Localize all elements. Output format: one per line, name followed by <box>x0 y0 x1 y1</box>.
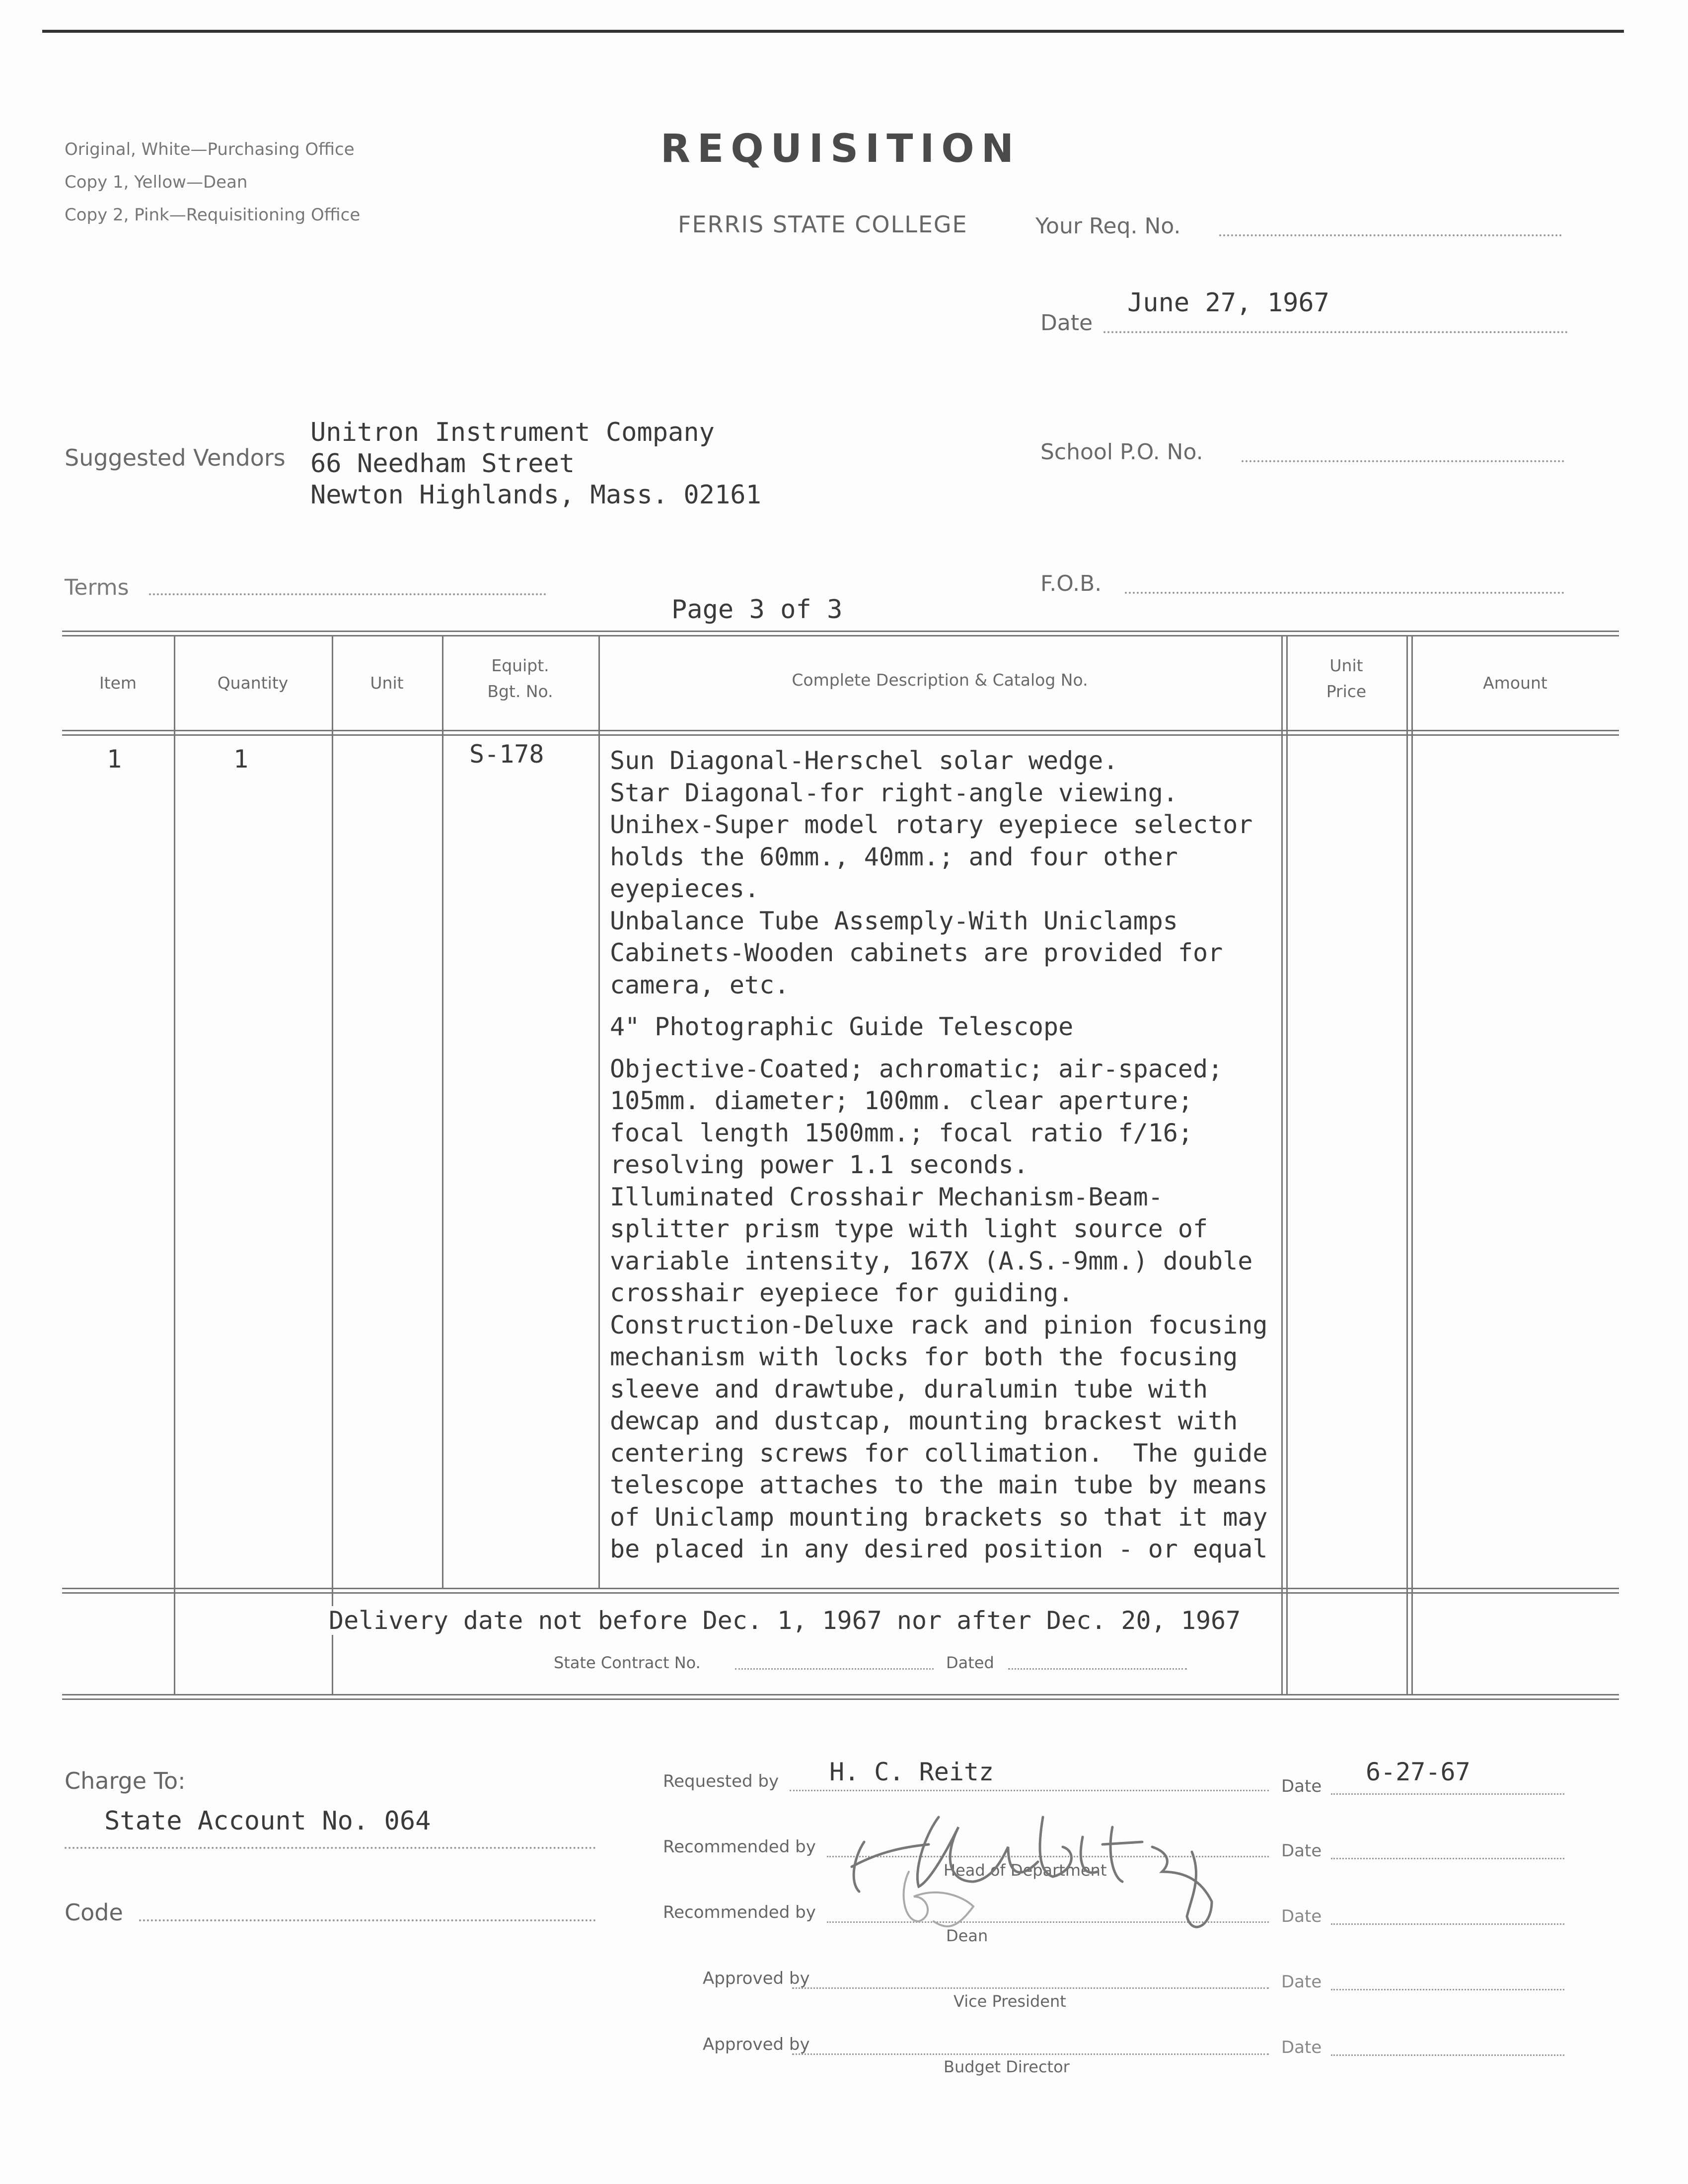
date-field <box>1331 2054 1564 2056</box>
description-line: be placed in any desired position - or equal <box>610 1535 1268 1563</box>
col-divider <box>1406 636 1408 1695</box>
date-label: Date <box>1281 1906 1322 1926</box>
requested-by-value: H. C. Reitz <box>829 1758 994 1786</box>
item-description <box>610 745 1268 1565</box>
school-po-label: School P.O. No. <box>1040 439 1203 465</box>
description-line: sleeve and drawtube, duralumin tube with <box>610 1374 1208 1404</box>
vendors-label: Suggested Vendors <box>65 444 286 471</box>
state-contract-label: State Contract No. <box>554 1653 701 1672</box>
copy-line: Copy 1, Yellow—Dean <box>65 172 248 192</box>
table-bottom-line <box>62 1694 1619 1695</box>
approved-by-label: Approved by <box>703 1969 810 1988</box>
requested-date-value: 6-27-67 <box>1366 1758 1470 1786</box>
your-req-field <box>1219 234 1562 236</box>
description-line: centering screws for collimation. The guide <box>610 1438 1268 1468</box>
approved-by-label: Approved by <box>703 2035 810 2054</box>
description-line: splitter prism type with light source of <box>610 1214 1208 1243</box>
header-equipt-line: Bgt. No. <box>487 682 553 701</box>
date-label: Date <box>1040 310 1093 336</box>
dated-field <box>1008 1668 1187 1670</box>
date-label: Date <box>1281 2038 1322 2057</box>
description-line: Star Diagonal-for right-angle viewing. <box>610 778 1178 807</box>
description-line: eyepieces. <box>610 874 760 903</box>
description-line: Unihex-Super model rotary eyepiece selector <box>610 810 1253 839</box>
date-label: Date <box>1281 1972 1322 1992</box>
date-field <box>1331 1923 1564 1925</box>
date-field <box>1331 1858 1564 1859</box>
row-equipt: S-178 <box>469 740 544 769</box>
row-item: 1 <box>107 745 122 774</box>
description-line: 4" Photographic Guide Telescope <box>610 1012 1074 1041</box>
description-line: variable intensity, 167X (A.S.-9mm.) double <box>610 1246 1253 1275</box>
top-border <box>42 30 1624 33</box>
recommended-by-label: Recommended by <box>663 1837 816 1857</box>
header-equipt <box>442 653 598 705</box>
charge-to-value: State Account No. 064 <box>104 1806 431 1836</box>
description-line: Illuminated Crosshair Mechanism-Beam- <box>610 1182 1163 1211</box>
dean-label: Dean <box>946 1926 988 1945</box>
fob-label: F.O.B. <box>1040 571 1102 596</box>
col-divider <box>174 636 175 1695</box>
description-line: Unbalance Tube Assemply-With Uniclamps <box>610 906 1178 935</box>
vice-president-label: Vice President <box>954 1992 1066 2011</box>
requested-by-label: Requested by <box>663 1771 779 1791</box>
terms-field <box>149 593 546 595</box>
institution-name: FERRIS STATE COLLEGE <box>678 211 968 238</box>
description-line: Objective-Coated; achromatic; air-spaced; <box>610 1054 1223 1083</box>
terms-label: Terms <box>65 575 129 600</box>
copy-line: Copy 2, Pink—Requisitioning Office <box>65 205 361 225</box>
body-bottom-line-2 <box>62 1592 1619 1594</box>
header-unit-price-line: Price <box>1326 682 1367 701</box>
description-line: Cabinets-Wooden cabinets are provided for <box>610 938 1223 967</box>
description-line: crosshair eyepiece for guiding. <box>610 1278 1074 1307</box>
header-bottom-line-2 <box>62 734 1619 736</box>
header-unit-price-line: Unit <box>1329 656 1363 675</box>
header-bottom-line <box>62 730 1619 731</box>
header-equipt-line: Equipt. <box>491 656 549 675</box>
charge-to-field <box>65 1847 596 1849</box>
header-unit: Unit <box>370 673 404 693</box>
vendor-line: Newton Highlands, Mass. 02161 <box>310 480 761 510</box>
description-line: camera, etc. <box>610 970 790 999</box>
header-item: Item <box>99 673 137 693</box>
vendor-line: 66 Needham Street <box>310 449 575 479</box>
code-field <box>139 1919 596 1921</box>
requested-by-field <box>790 1790 1269 1791</box>
date-label: Date <box>1281 1841 1322 1861</box>
description-line: holds the 60mm., 40mm.; and four other <box>610 842 1178 871</box>
form-title: REQUISITION <box>661 127 1021 171</box>
recommended-by-label: Recommended by <box>663 1902 816 1922</box>
col-divider <box>1286 636 1288 1695</box>
budget-director-label: Budget Director <box>944 2057 1070 2076</box>
dated-label: Dated <box>946 1653 994 1672</box>
description-line: Sun Diagonal-Herschel solar wedge. <box>610 746 1118 775</box>
approved-budget-field <box>792 2053 1269 2055</box>
date-label: Date <box>1281 1776 1322 1796</box>
copy-line: Original, White—Purchasing Office <box>65 140 355 159</box>
code-label: Code <box>65 1899 123 1926</box>
body-bottom-line <box>62 1588 1619 1589</box>
your-req-label: Your Req. No. <box>1035 213 1181 239</box>
description-line: resolving power 1.1 seconds. <box>610 1150 1028 1179</box>
col-divider <box>1411 636 1413 1695</box>
description-line: of Uniclamp mounting brackets so that it may <box>610 1502 1268 1532</box>
col-divider <box>332 636 333 1695</box>
table-bottom-line-2 <box>62 1698 1619 1700</box>
requested-date-field <box>1331 1793 1564 1795</box>
description-line: focal length 1500mm.; focal ratio f/16; <box>610 1118 1193 1147</box>
approved-vp-field <box>792 1987 1269 1989</box>
col-divider <box>1281 636 1283 1695</box>
delivery-note: Delivery date not before Dec. 1, 1967 nor after Dec. 20, 1967 <box>329 1606 1241 1635</box>
description-line: 105mm. diameter; 100mm. clear aperture; <box>610 1086 1193 1115</box>
col-divider <box>598 636 600 1589</box>
table-top-line-2 <box>62 635 1619 636</box>
page-number: Page 3 of 3 <box>671 595 843 625</box>
header-quantity: Quantity <box>217 673 289 693</box>
description-line: telescope attaches to the main tube by means <box>610 1471 1268 1499</box>
description-line: mechanism with locks for both the focusing <box>610 1342 1238 1371</box>
col-divider <box>442 636 443 1589</box>
vendor-address <box>310 417 761 511</box>
fob-field <box>1125 592 1564 594</box>
header-description: Complete Description & Catalog No. <box>792 670 1088 690</box>
description-spacer <box>610 1043 1268 1053</box>
school-po-field <box>1242 460 1564 462</box>
description-line: Construction-Deluxe rack and pinion focusing <box>610 1310 1268 1339</box>
state-contract-field <box>735 1668 934 1670</box>
description-spacer <box>610 1001 1268 1011</box>
handwritten-signature <box>844 1797 1251 1946</box>
head-of-department-label: Head of Department <box>944 1861 1107 1880</box>
copy-distribution <box>65 133 360 231</box>
header-amount: Amount <box>1483 673 1547 693</box>
description-line: dewcap and dustcap, mounting brackest with <box>610 1407 1238 1435</box>
table-top-line <box>62 631 1619 632</box>
date-field <box>1103 331 1568 333</box>
date-field <box>1331 1989 1564 1990</box>
header-unit-price <box>1286 653 1406 705</box>
vendor-line: Unitron Instrument Company <box>310 418 715 447</box>
charge-to-label: Charge To: <box>65 1767 186 1794</box>
date-value: June 27, 1967 <box>1127 288 1329 318</box>
row-quantity: 1 <box>233 745 249 774</box>
